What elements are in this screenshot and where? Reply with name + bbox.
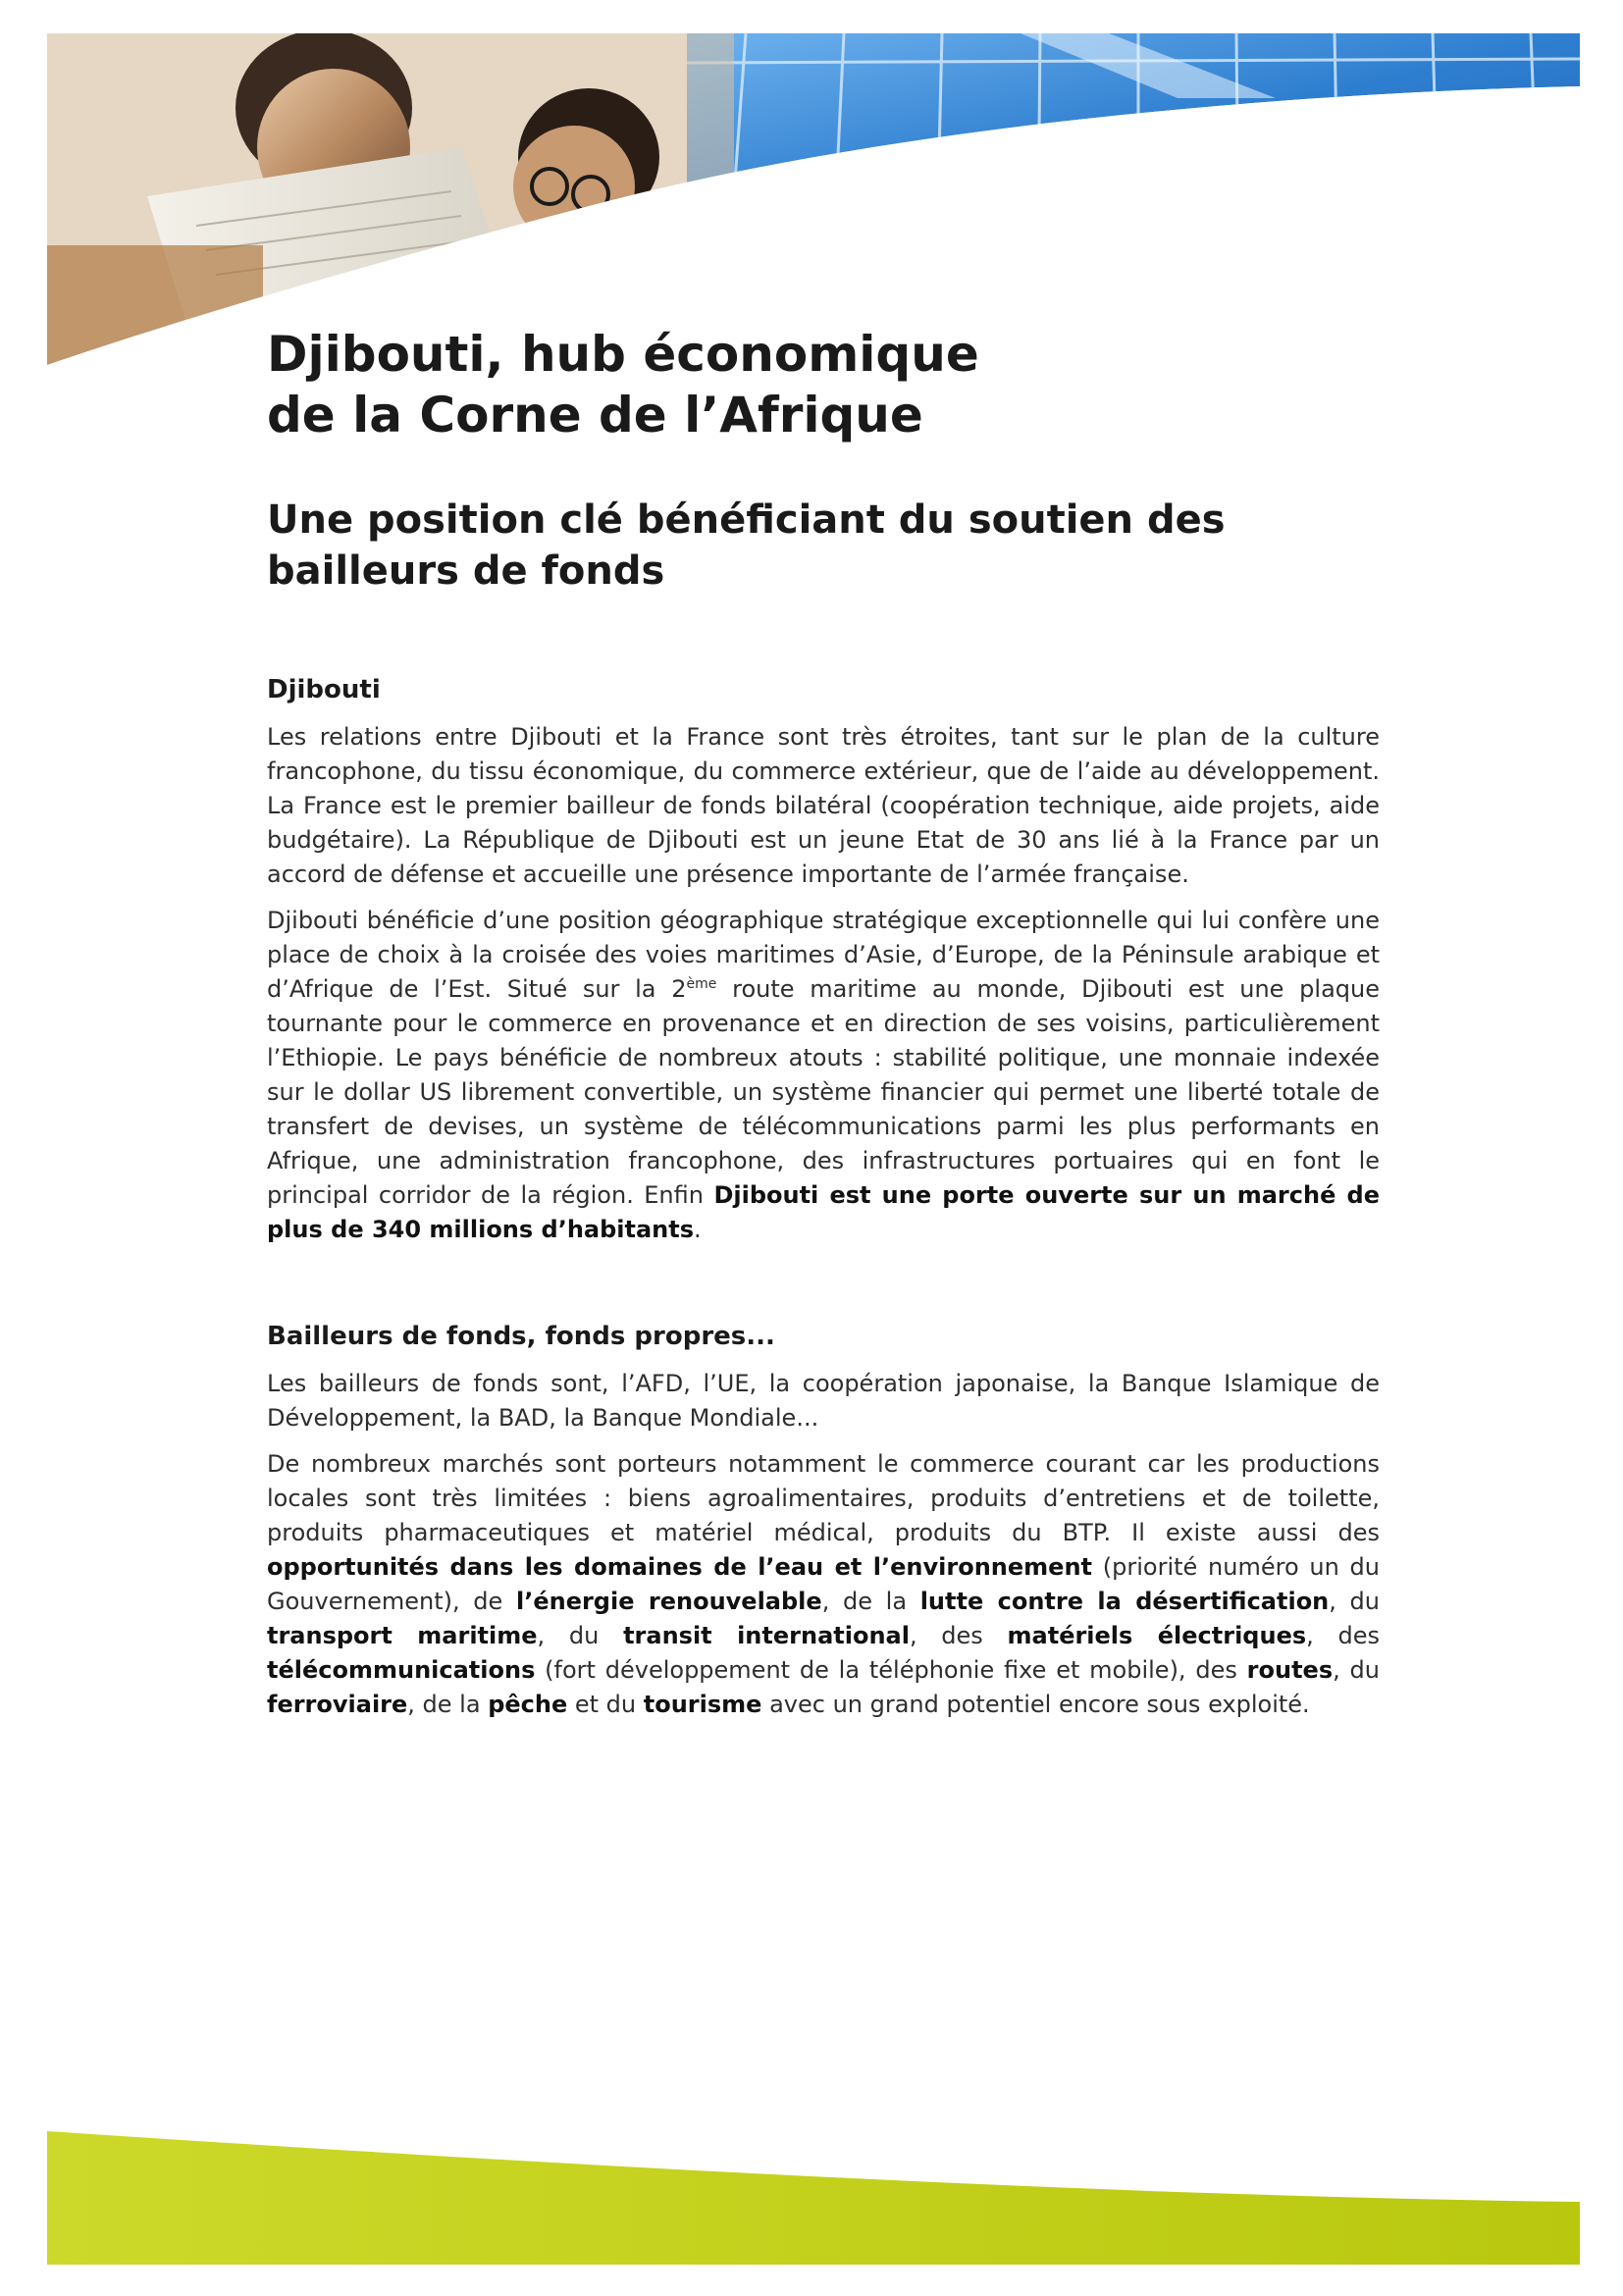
page-subtitle: Une position clé bénéficiant du soutien des bailleurs de fonds: [267, 497, 1226, 594]
article: [267, 324, 1380, 1722]
section-heading-bailleurs: Bailleurs de fonds, fonds propres...: [267, 1322, 775, 1351]
section-heading-djibouti: Djibouti: [267, 675, 381, 704]
title-line-2: de la Corne de l’Afrique: [267, 387, 923, 444]
paragraph-bailleurs-list: Les bailleurs de fonds sont, l’AFD, l’UE, la coopération japonaise, la Banque Islamique de Développement, la BAD, la Banque Mondiale...: [267, 1370, 1380, 1432]
section-bailleurs: [267, 1320, 1380, 1722]
paragraph-marches: De nombreux marchés sont porteurs notamment le commerce courant car les productions locales sont très limitées : biens agroalimentaires, produits d’entretiens et de toilette, produits pharmaceutiques et matériel médical, produits du BTP. Il existe aussi des opportunités dans les domaines de l’eau et l’environnement (priorité numéro un du Gouvernement), de l’énergie renouvelable, de la lutte contre la désertification, du transport maritime, du transit international, des matériels électriques, des télécommunications (fort développement de la téléphonie fixe et mobile), des routes, du ferroviaire, de la pêche et du tourisme avec un grand potentiel encore sous exploité.: [267, 1450, 1381, 1718]
title-line-1: Djibouti, hub économique: [267, 326, 979, 383]
footer-band: [0, 2080, 1623, 2296]
section-djibouti: [267, 673, 1380, 1247]
header-banner-image: [0, 0, 1623, 373]
page-title: [267, 324, 1380, 445]
paragraph-relations: Les relations entre Djibouti et la France sont très étroites, tant sur le plan de la culture francophone, du tissu économique, du commerce extérieur, que de l’aide au développement. La France est le premier bailleur de fonds bilatéral (coopération technique, aide projets, aide budgétaire). La République de Djibouti est un jeune Etat de 30 ans lié à la France par un accord de défense et accueille une présence importante de l’armée française.: [267, 723, 1380, 888]
paragraph-position: Djibouti bénéficie d’une position géographique stratégique exceptionnelle qui lui confère une place de choix à la croisée des voies maritimes d’Asie, d’Europe, de la Péninsule arabique et d’Afrique de l’Est. Situé sur la 2ème route maritime au monde, Djibouti est une plaque tournante pour le commerce en provenance et en direction de ses voisins, particulièrement l’Ethiopie. Le pays bénéficie de nombreux atouts : stabilité politique, une monnaie indexée sur le dollar US librement convertible, un système financier qui permet une liberté totale de transfert de devises, un système de télécommunications parmi les plus performants en Afrique, une administration francophone, des infrastructures portuaires qui en font le principal corridor de la région. Enfin Djibouti est une porte ouverte sur un marché de plus de 340 millions d’habitants.: [267, 907, 1380, 1243]
